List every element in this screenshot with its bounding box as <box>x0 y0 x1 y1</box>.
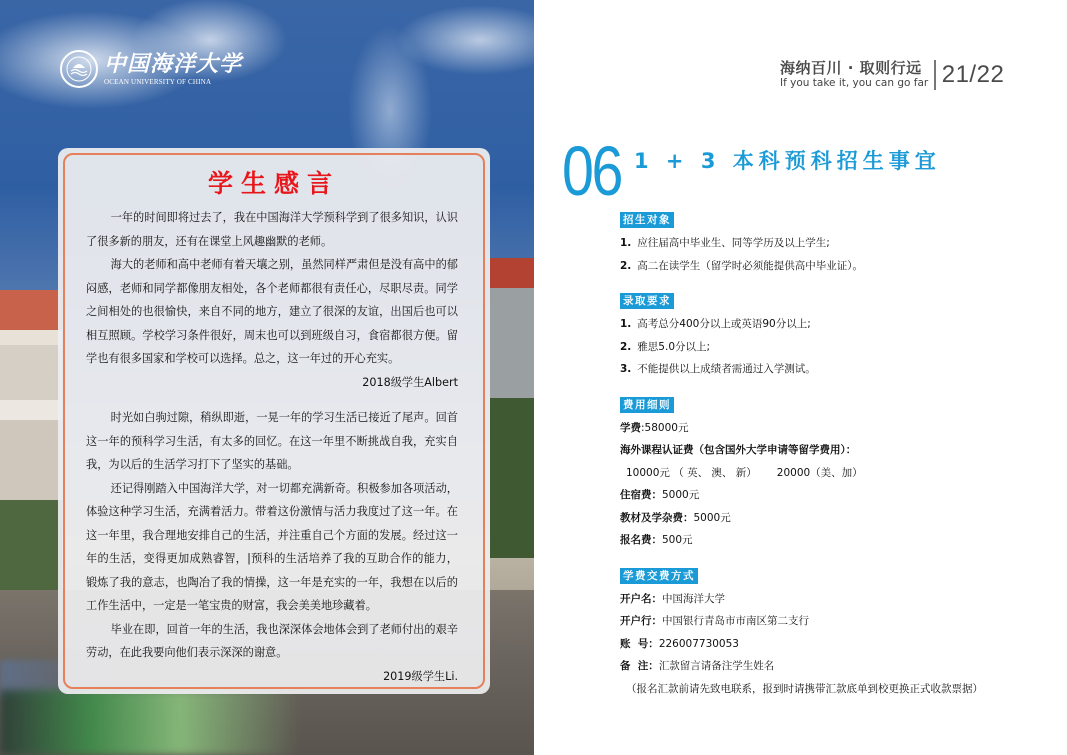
testimonial-paragraph: 还记得刚踏入中国海洋大学，对一切都充满新奇。积极参加各项活动，体验这种学习生活，充满着活力。带着这份激情与活力我度过了这一年。在这一年里，我合理地安排自己的生活，并注重自己个方面的发展。经过这一年的生活，变得更加成熟睿智，|预科的生活培养了我的互助合作的能力，锻炼了我的意志，也陶冶了我的情操，这一年是充实的一年，我想在以后的工作生活中，一定是一笔宝贵的财富，我会美美地珍藏着。 <box>86 481 458 612</box>
section-number: 06 <box>562 132 621 210</box>
item-number: 3. <box>620 363 632 375</box>
fee-label: 学费 <box>620 421 641 434</box>
testimonial-paragraph: 一年的时间即将过去了，我在中国海洋大学预科学到了很多知识，认识了很多新的朋友，还有在课堂上风趣幽默的老师。 <box>86 211 458 248</box>
section-tag: 录取要求 <box>620 293 674 309</box>
testimonial-paragraph: 毕业在即，回首一年的生活，我也深深体会地体会到了老师付出的艰辛劳动，在此我要向他们表示深深的谢意。 <box>86 622 458 659</box>
admissions-content <box>620 208 1040 712</box>
testimonial-paragraph: 时光如白驹过隙，稍纵即逝，一晃一年的学习生活已接近了尾声。回首这一年的预科学习生活，有太多的回忆。在这一年里不断挑战自我，充实自我，为以后的生活学习打下了坚实的基础。 <box>86 411 458 471</box>
page-number: 21/22 <box>941 61 1005 88</box>
item-text: 高二在读学生（留学时必须能提供高中毕业证）。 <box>637 259 864 272</box>
page-header <box>780 60 1004 90</box>
item-number: 2. <box>620 259 632 272</box>
section-admission-requirements <box>620 289 1040 381</box>
background-building-left <box>0 290 62 590</box>
fee-label: 教材及学杂费： <box>620 511 694 524</box>
university-emblem-icon <box>60 50 98 88</box>
payment-item <box>620 610 1040 633</box>
fee-item <box>620 484 1040 507</box>
fee-value: 5000元 <box>662 489 700 501</box>
fee-item <box>620 462 1040 485</box>
background-car-blur <box>0 690 300 755</box>
fee-value: 5000元 <box>693 511 731 524</box>
slogan-en: If you take it, you can go far <box>780 77 929 89</box>
fee-label: 报名费： <box>620 534 662 546</box>
testimonial-paragraph: 海大的老师和高中老师有着天壤之别，虽然同样严肃但是没有高中的郁闷感，老师和同学都像朋友相处，各个老师都很有责任心，尽职尽责。同学之间相处的也很愉快，来自不同的地方，建立了很深的友谊，出国后也可以相互照顾。学校学习条件很好，周末也可以到班级自习，食宿都很方便。留学也有很多国家和学校可以选择。总之，这一年过的开心充实。 <box>86 258 458 365</box>
section-title: 1 + 3 本科预科招生事宜 <box>634 149 941 173</box>
list-item <box>620 313 1040 336</box>
header-divider <box>934 60 936 90</box>
payment-item <box>620 588 1040 611</box>
section-tag: 招生对象 <box>620 212 674 228</box>
item-text: 雅思5.0分以上; <box>637 340 711 353</box>
payment-item <box>620 655 1040 678</box>
logo-name-cn: 中国海洋大学 <box>104 51 243 77</box>
payment-value: 汇款留言请备注学生姓名 <box>658 660 775 672</box>
testimonial-signature: 2018级学生Albert <box>362 375 458 389</box>
payment-label: 开户名： <box>620 592 662 605</box>
fee-value: 10000元 （ 英、 澳、 新） 20000（美、加） <box>626 466 863 479</box>
section-fee-details <box>620 393 1040 552</box>
university-logo <box>60 50 242 88</box>
payment-label: 备 注： <box>620 660 659 672</box>
slogan-cn: 海纳百川 · 取则行远 <box>780 59 922 77</box>
section-tag: 学费交费方式 <box>620 568 698 584</box>
payment-label: 账 号： <box>620 637 659 650</box>
fee-item <box>620 507 1040 530</box>
testimonial-body <box>86 206 458 688</box>
section-payment-method <box>620 564 1040 701</box>
fee-value: :58000元 <box>641 421 689 434</box>
list-item <box>620 358 1040 381</box>
item-text: 高考总分400分以上或英语90分以上; <box>637 318 811 330</box>
fee-label: 住宿费： <box>620 489 662 501</box>
testimonial-title: 学生感言 <box>207 169 340 198</box>
list-item <box>620 255 1040 278</box>
fee-item <box>620 439 1040 462</box>
payment-label: 开户行： <box>620 615 662 627</box>
fee-item <box>620 417 1040 440</box>
logo-name-en: OCEAN UNIVERSITY OF CHINA <box>104 78 212 86</box>
item-number: 1. <box>620 318 632 330</box>
payment-value: 中国银行青岛市市南区第二支行 <box>662 615 809 627</box>
payment-value: 中国海洋大学 <box>662 592 725 605</box>
testimonial-signature: 2019级学生Li. <box>383 669 458 683</box>
fee-label: 海外课程认证费（包含国外大学申请等留学费用）： <box>620 444 857 456</box>
payment-item <box>620 633 1040 656</box>
account-number: 226007730053 <box>658 637 739 650</box>
testimonial-panel <box>58 148 490 694</box>
item-text: 应往届高中毕业生、同等学历及以上学生; <box>637 237 830 249</box>
section-enrollment-target <box>620 208 1040 277</box>
fee-item <box>620 529 1040 552</box>
right-page <box>534 0 1067 755</box>
section-tag: 费用细则 <box>620 397 674 413</box>
payment-note: （报名汇款前请先致电联系，报到时请携带汇款底单到校更换正式收款票据） <box>626 682 983 695</box>
item-number: 1. <box>620 237 632 249</box>
fee-value: 500元 <box>662 534 693 546</box>
item-number: 2. <box>620 340 632 353</box>
list-item <box>620 232 1040 255</box>
list-item <box>620 336 1040 359</box>
background-building-right <box>490 258 534 558</box>
item-text: 不能提供以上成绩者需通过入学测试。 <box>637 363 816 375</box>
